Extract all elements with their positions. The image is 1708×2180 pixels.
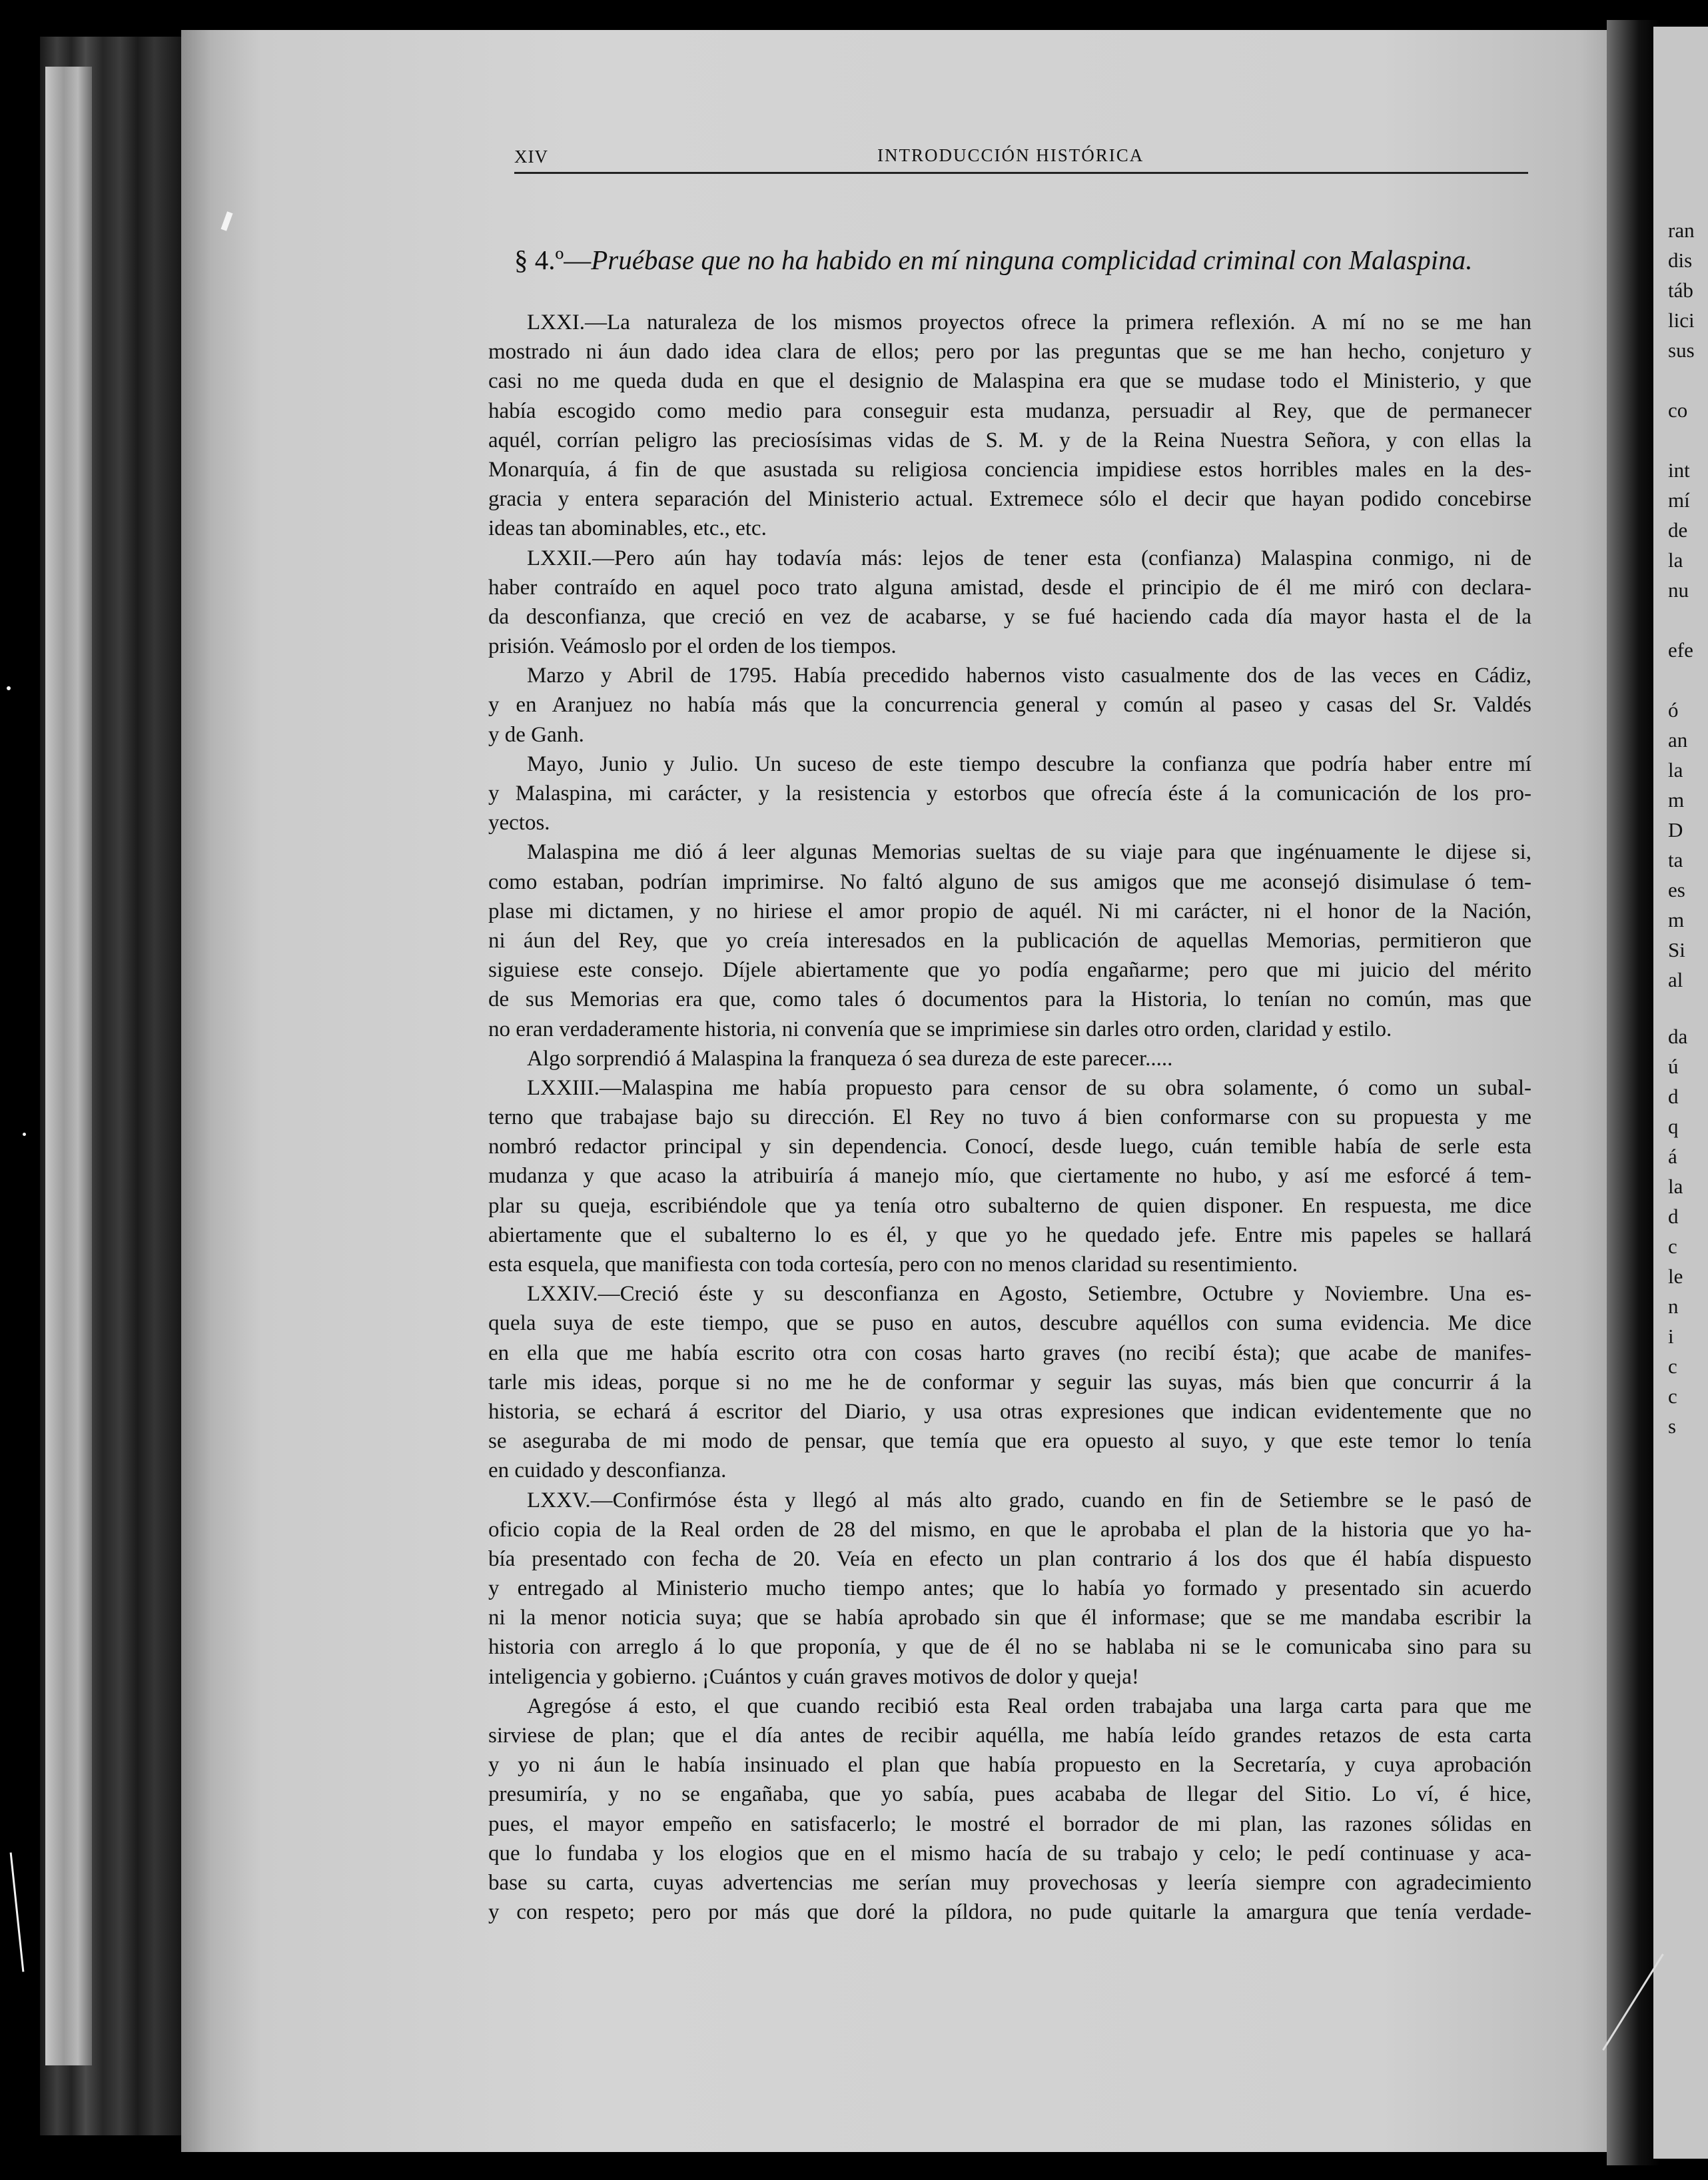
text-line: Monarquía, á fin de que asustada su religiosa conciencia impidiese estos horribles males en la des-: [488, 457, 1531, 482]
text-line: casi no me queda duda en que el designio de Malaspina era que se mudase todo el Ministerio, y que: [488, 369, 1531, 394]
scan-speck: [23, 1133, 26, 1136]
facing-page-edge: [1653, 27, 1708, 2159]
text-line: historia con arreglo á lo que proponía, y que de él no se hablaba ni se le comunicaba sino para su: [488, 1635, 1531, 1660]
facing-page-fragment: q: [1668, 1115, 1679, 1138]
text-line: y entregado al Ministerio mucho tiempo antes; que lo había yo formado y presentado sin acuerdo: [488, 1576, 1531, 1601]
text-line: había escogido como medio para conseguir esta mudanza, persuadir al Rey, que de permanecer: [488, 398, 1531, 423]
text-line: mostrado ni áun dado idea clara de ellos; pero por las preguntas que se me han hecho, conjeturo y: [488, 340, 1531, 364]
facing-page-fragment: c: [1668, 1384, 1677, 1408]
facing-page-fragment: int: [1668, 458, 1690, 482]
page-number: XIV: [514, 147, 548, 167]
facing-page-fragment: á: [1668, 1145, 1677, 1168]
text-line: base su carta, cuyas advertencias me serían muy provechosas y leería siempre con agradecimiento: [488, 1870, 1531, 1895]
text-line: Marzo y Abril de 1795. Había precedido habernos visto casualmente dos de las veces en Cádiz,: [527, 664, 1531, 688]
text-line: se aseguraba de mi modo de pensar, que temía que era opuesto al suyo, y que este temor lo tenía: [488, 1429, 1531, 1454]
facing-page-fragment: ran: [1668, 219, 1695, 242]
text-line: inteligencia y gobierno. ¡Cuántos y cuán graves motivos de dolor y queja!: [488, 1664, 1139, 1689]
text-line: ideas tan abominables, etc., etc.: [488, 516, 767, 541]
facing-page-fragment: i: [1668, 1325, 1674, 1348]
facing-page-fragment: es: [1668, 878, 1685, 901]
text-line: LXXI.—La naturaleza de los mismos proyectos ofrece la primera reflexión. A mí no se me han: [527, 310, 1531, 334]
text-line: LXXIII.—Malaspina me había propuesto para censor de su obra solamente, ó como un subal-: [527, 1075, 1531, 1100]
facing-page-fragment: c: [1668, 1235, 1677, 1258]
body-text: [488, 308, 1531, 1927]
facing-page-fragment: la: [1668, 1175, 1683, 1198]
facing-page-fragment: s: [1668, 1414, 1677, 1438]
text-line: y Malaspina, mi carácter, y la resistencia y estorbos que ofrecía éste á la comunicación de los pro-: [488, 782, 1531, 806]
text-line: en ella que me había escrito otra con cosas harto graves (no recibí ésta); que acabe de manifes-: [488, 1341, 1531, 1365]
facing-page-fragment: nu: [1668, 578, 1689, 602]
text-line: Malaspina me dió á leer algunas Memorias sueltas de su viaje para que ingénuamente le dijese si,: [527, 840, 1531, 865]
text-line: y de Ganh.: [488, 722, 584, 747]
text-line: ni la menor noticia suya; que se había aprobado sin que él informase; que se me mandaba escribir la: [488, 1606, 1531, 1630]
facing-page-fragment: d: [1668, 1205, 1679, 1228]
text-line: esta esquela, que manifiesta con toda cortesía, pero con no menos claridad su resentimiento.: [488, 1253, 1298, 1277]
facing-page-fragment: D: [1668, 818, 1683, 841]
text-line: de sus Memorias era que, como tales ó documentos para la Historia, lo tenían no común, mas que: [488, 987, 1531, 1012]
facing-page-fragment: ta: [1668, 848, 1683, 871]
text-line: LXXIV.—Creció éste y su desconfianza en Agosto, Setiembre, Octubre y Noviembre. Una es-: [527, 1282, 1531, 1307]
text-line: sirviese de plan; que el día antes de recibir aquélla, me había leído grandes retazos de esta carta: [488, 1724, 1531, 1748]
text-line: y en Aranjuez no había más que la concurrencia general y común al paseo y casas del Sr. Valdés: [488, 693, 1531, 718]
scan-scratch: [10, 1852, 25, 1971]
text-line: gracia y entera separación del Ministerio actual. Extremece sólo el decir que hayan podido concebirse: [488, 487, 1531, 512]
facing-page-fragment: la: [1668, 758, 1683, 782]
facing-page-fragment: mí: [1668, 488, 1690, 512]
text-line: oficio copia de la Real orden de 28 del mismo, en que le aprobaba el plan de la historia que yo ha-: [488, 1517, 1531, 1542]
facing-page-fragment: táb: [1668, 278, 1693, 302]
facing-page-fragment: m: [1668, 788, 1685, 812]
text-line: Algo sorprendió á Malaspina la franqueza ó sea dureza de este parecer.....: [527, 1046, 1173, 1071]
facing-page-fragment: ó: [1668, 698, 1679, 722]
book-gutter: [1607, 20, 1660, 2165]
text-line: Agregóse á esto, el que cuando recibió esta Real orden trabajaba una larga carta para que me: [527, 1694, 1531, 1718]
facing-page-fragment: d: [1668, 1085, 1679, 1108]
text-line: siguiese este consejo. Díjele abiertamente que yo podía engañarme; pero que mi juicio del mérito: [488, 958, 1531, 983]
facing-page-fragment: m: [1668, 908, 1685, 931]
facing-page-fragment: c: [1668, 1355, 1677, 1378]
section-heading: [514, 244, 1580, 276]
text-line: y con respeto; pero por más que doré la píldora, no pude quitarle la amargura que tenía verdade-: [488, 1900, 1531, 1925]
text-line: da desconfianza, que creció en vez de acabarse, y se fué haciendo cada día mayor hasta el de la: [488, 604, 1531, 629]
facing-page-fragment: co: [1668, 398, 1688, 422]
facing-page-fragment: sus: [1668, 338, 1695, 362]
text-line: quela suya de este tiempo, que se puso en autos, descubre aquéllos con suma evidencia. Me dice: [488, 1311, 1531, 1336]
text-line: bía presentado con fecha de 20. Veía en efecto un plan contrario á los dos que él había dispuesto: [488, 1546, 1531, 1571]
facing-page-fragment: ú: [1668, 1055, 1679, 1078]
text-line: nombró redactor principal y sin dependencia. Conocí, desde luego, cuán temible había de serle esta: [488, 1135, 1531, 1159]
facing-page-fragment: de: [1668, 518, 1688, 542]
text-line: LXXV.—Confirmóse ésta y llegó al más alto grado, cuando en fin de Setiembre se le pasó de: [527, 1488, 1531, 1512]
facing-page-fragment: dis: [1668, 249, 1693, 272]
page-fore-edge: [45, 67, 92, 2065]
text-line: prisión. Veámoslo por el orden de los tiempos.: [488, 634, 897, 659]
text-line: mudanza y que acaso la atribuiría á manejo mío, que ciertamente no hubo, y así me esforcé á tem-: [488, 1164, 1531, 1189]
text-line: historia, se echará á escritor del Diario, y usa otras expresiones que indican evidentemente que no: [488, 1399, 1531, 1424]
facing-page-fragment: le: [1668, 1265, 1683, 1288]
text-line: aquél, corrían peligro las preciosísimas vidas de S. M. y de la Reina Nuestra Señora, y con ellas la: [488, 428, 1531, 452]
running-head: [514, 141, 1527, 173]
text-line: Mayo, Junio y Julio. Un suceso de este tiempo descubre la confianza que podría haber entre mí: [527, 752, 1531, 776]
facing-page-fragment: la: [1668, 548, 1683, 572]
running-title: INTRODUCCIÓN HISTÓRICA: [877, 145, 1144, 165]
text-line: como estaban, podrían imprimirse. No faltó alguno de sus amigos que me aconsejó disimulase ó tem-: [488, 869, 1531, 894]
text-line: LXXII.—Pero aún hay todavía más: lejos de tener esta (confianza) Malaspina conmigo, ni de: [527, 546, 1531, 570]
text-line: terno que trabajase bajo su dirección. El Rey no tuvo á bien conformarse con su propuesta y me: [488, 1105, 1531, 1130]
text-line: plar su queja, escribiéndole que ya tenía otro subalterno de quien disponer. En respuesta, me dice: [488, 1193, 1531, 1218]
facing-page-fragment: lici: [1668, 308, 1695, 332]
text-line: no eran verdaderamente historia, ni convenía que se imprimiese sin darles otro orden, claridad y estilo.: [488, 1017, 1392, 1041]
text-line: plase mi dictamen, y no hiriese el amor propio de aquél. Ni mi carácter, ni el honor de la Nación,: [488, 899, 1531, 923]
text-line: presumiría, y no se engañaba, que yo sabía, pues acababa de llegar del Sitio. Lo ví, é hice,: [488, 1782, 1531, 1807]
facing-page-fragment: efe: [1668, 638, 1693, 662]
text-line: haber contraído en aquel poco trato alguna amistad, desde el principio de él me miró con declara-: [488, 575, 1531, 600]
text-line: que lo fundaba y los elogios que en el mismo hacía de su trabajo y celo; le pedí continuase y aca-: [488, 1841, 1531, 1866]
text-line: yectos.: [488, 811, 550, 835]
text-line: en cuidado y desconfianza.: [488, 1458, 727, 1483]
facing-page-fragment: da: [1668, 1025, 1688, 1048]
scan-speck: [7, 686, 11, 690]
header-rule: [514, 172, 1528, 174]
text-line: abiertamente que el subalterno lo es él, y que yo he quedado jefe. Entre mis papeles se hallará: [488, 1223, 1531, 1247]
text-line: y yo ni áun le había insinuado el plan que había propuesto en la Secretaría, y cuya aprobación: [488, 1753, 1531, 1778]
facing-page-fragment: Si: [1668, 938, 1685, 961]
text-line: pues, el mayor empeño en satisfacerlo; le mostré el borrador de mi plan, las razones sólidas en: [488, 1812, 1531, 1836]
facing-page-fragment: n: [1668, 1295, 1679, 1318]
text-line: tarle mis ideas, porque si no me he de conformar y seguir las suyas, más bien que concurrir á la: [488, 1370, 1531, 1394]
facing-page-fragment: al: [1668, 968, 1683, 991]
section-number: § 4.º—: [514, 245, 592, 275]
facing-page-fragment: an: [1668, 728, 1688, 752]
section-title: Pruébase que no ha habido en mí ninguna complicidad criminal con Malaspina.: [591, 245, 1473, 275]
text-line: ni áun del Rey, que yo creía interesados en la publicación de aquellas Memorias, permitieron que: [488, 928, 1531, 953]
